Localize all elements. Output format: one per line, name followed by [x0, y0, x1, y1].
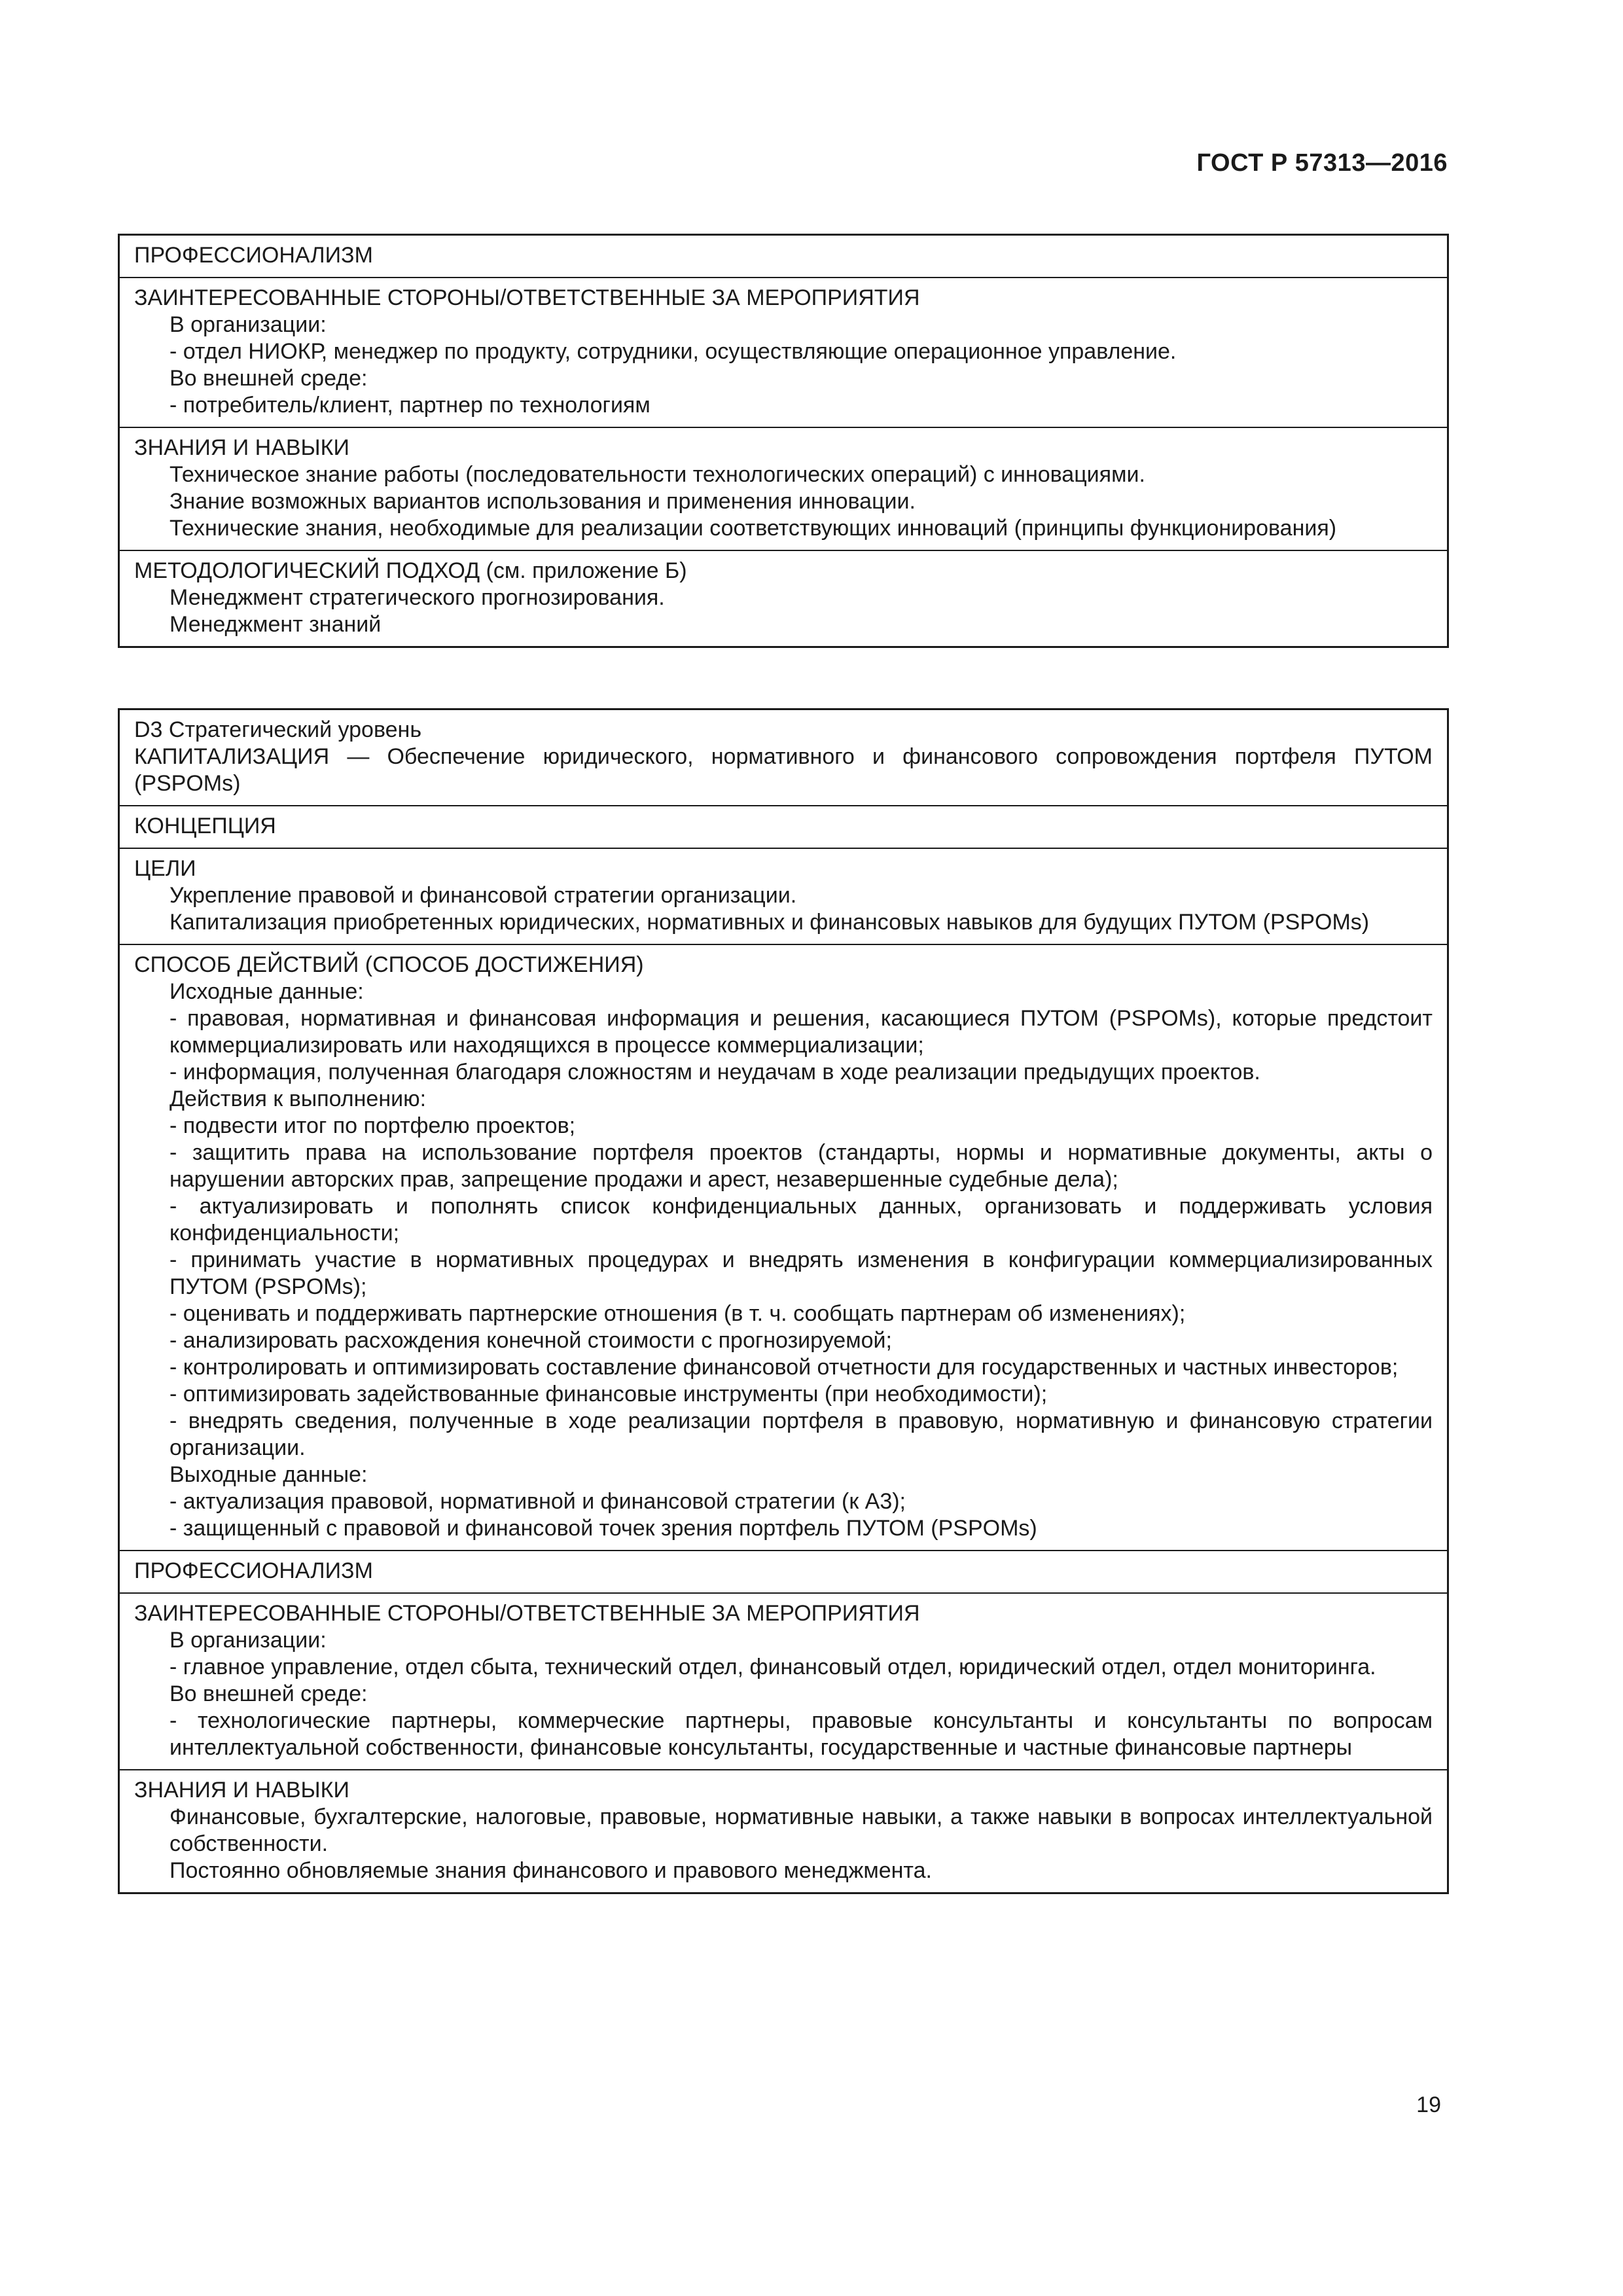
input-label: Исходные данные:: [169, 979, 364, 1004]
section-heading: СПОСОБ ДЕЙСТВИЙ (СПОСОБ ДОСТИЖЕНИЯ): [134, 952, 644, 977]
knowledge-row: [120, 427, 1447, 550]
actions-label: Действия к выполнению:: [169, 1086, 427, 1111]
list-item: - принимать участие в нормативных процедурах и внедрять изменения в конфигурации коммерциализированных ПУТОМ (PSPOMs);: [169, 1247, 1433, 1299]
table-block-1: [118, 234, 1449, 648]
list-item: - актуализировать и пополнять список конфиденциальных данных, организовать и поддерживать условия конфиденциальности;: [169, 1194, 1433, 1246]
concept-row: [120, 805, 1447, 848]
list-item: - технологические партнеры, коммерческие партнеры, правовые консультанты и консультанты по вопросам интеллектуальной собственности, финансовые консультанты, государственные и частные финансовые партнеры: [169, 1708, 1433, 1760]
block-title: КАПИТАЛИЗАЦИЯ — Обеспечение юридического, нормативного и финансового сопровождения портфеля ПУТОМ (PSPOMs): [134, 744, 1433, 796]
stakeholders-row: [120, 277, 1447, 427]
outside-label: Во внешней среде:: [169, 1681, 368, 1706]
inside-label: В организации:: [169, 1628, 327, 1653]
page-number: 19: [1416, 2092, 1441, 2117]
section-heading: КОНЦЕПЦИЯ: [134, 814, 276, 838]
text-line: Укрепление правовой и финансовой стратегии организации.: [169, 883, 797, 908]
list-item: - подвести итог по портфелю проектов;: [169, 1113, 576, 1138]
table-block-2: [118, 708, 1449, 1894]
list-item: - главное управление, отдел сбыта, технический отдел, финансовый отдел, юридический отдел, отдел мониторинга.: [169, 1655, 1376, 1679]
knowledge-row: [120, 1769, 1447, 1892]
list-item: - информация, полученная благодаря сложностям и неудачам в ходе реализации предыдущих проектов.: [169, 1060, 1260, 1085]
text-line: Технические знания, необходимые для реализации соответствующих инноваций (принципы функционирования): [169, 516, 1337, 541]
section-heading: ПРОФЕССИОНАЛИЗМ: [134, 1558, 373, 1583]
text-line: Постоянно обновляемые знания финансового и правового менеджмента.: [169, 1858, 932, 1883]
list-item: - внедрять сведения, полученные в ходе реализации портфеля в правовую, нормативную и финансовую стратегии организации.: [169, 1408, 1433, 1460]
section-heading: ЗАИНТЕРЕСОВАННЫЕ СТОРОНЫ/ОТВЕТСТВЕННЫЕ ЗА МЕРОПРИЯТИЯ: [134, 285, 920, 310]
text-line: Финансовые, бухгалтерские, налоговые, правовые, нормативные навыки, а также навыки в вопросах интеллектуальной собственности.: [169, 1804, 1433, 1856]
stakeholders-row: [120, 1592, 1447, 1769]
inside-label: В организации:: [169, 312, 327, 337]
list-item: - оптимизировать задействованные финансовые инструменты (при необходимости);: [169, 1382, 1048, 1407]
section-heading: ЗАИНТЕРЕСОВАННЫЕ СТОРОНЫ/ОТВЕТСТВЕННЫЕ ЗА МЕРОПРИЯТИЯ: [134, 1601, 920, 1626]
method-row: [120, 550, 1447, 646]
level-label: D3 Стратегический уровень: [134, 717, 422, 742]
goals-row: [120, 848, 1447, 944]
text-line: Техническое знание работы (последовательности технологических операций) с инновациями.: [169, 462, 1145, 487]
method-of-action-row: [120, 944, 1447, 1550]
list-item: - актуализация правовой, нормативной и финансовой стратегии (к А3);: [169, 1489, 906, 1514]
text-line: Знание возможных вариантов использования и применения инновации.: [169, 489, 916, 514]
professionalism-row: [120, 236, 1447, 277]
professionalism-row: [120, 1550, 1447, 1592]
section-heading: МЕТОДОЛОГИЧЕСКИЙ ПОДХОД (см. приложение Б): [134, 558, 687, 583]
list-item: - защищенный с правовой и финансовой точек зрения портфель ПУТОМ (PSPOMs): [169, 1516, 1037, 1541]
text-line: Менеджмент знаний: [169, 612, 382, 637]
output-label: Выходные данные:: [169, 1462, 368, 1487]
list-item: - потребитель/клиент, партнер по технологиям: [169, 393, 651, 418]
list-item: - правовая, нормативная и финансовая информация и решения, касающиеся ПУТОМ (PSPOMs), которые предстоит коммерциализировать или находящихся в процессе коммерциализации;: [169, 1006, 1433, 1058]
title-row: [120, 710, 1447, 805]
section-heading: ЗНАНИЯ И НАВЫКИ: [134, 435, 349, 460]
outside-label: Во внешней среде:: [169, 366, 368, 391]
list-item: - защитить права на использование портфеля проектов (стандарты, нормы и нормативные документы, акты о нарушении авторских прав, запрещение продажи и арест, незавершенные судебные дела);: [169, 1140, 1433, 1192]
text-line: Менеджмент стратегического прогнозирования.: [169, 585, 665, 610]
section-heading: ПРОФЕССИОНАЛИЗМ: [134, 243, 373, 268]
section-heading: ЗНАНИЯ И НАВЫКИ: [134, 1778, 349, 1803]
text-line: Капитализация приобретенных юридических, нормативных и финансовых навыков для будущих ПУТОМ (PSPOMs): [169, 910, 1370, 935]
list-item: - контролировать и оптимизировать составление финансовой отчетности для государственных и частных инвесторов;: [169, 1355, 1399, 1380]
document-code: ГОСТ Р 57313—2016: [1196, 149, 1448, 177]
list-item: - анализировать расхождения конечной стоимости с прогнозируемой;: [169, 1328, 892, 1353]
section-heading: ЦЕЛИ: [134, 856, 196, 881]
list-item: - оценивать и поддерживать партнерские отношения (в т. ч. сообщать партнерам об изменениях);: [169, 1301, 1186, 1326]
list-item: - отдел НИОКР, менеджер по продукту, сотрудники, осуществляющие операционное управление.: [169, 339, 1177, 364]
